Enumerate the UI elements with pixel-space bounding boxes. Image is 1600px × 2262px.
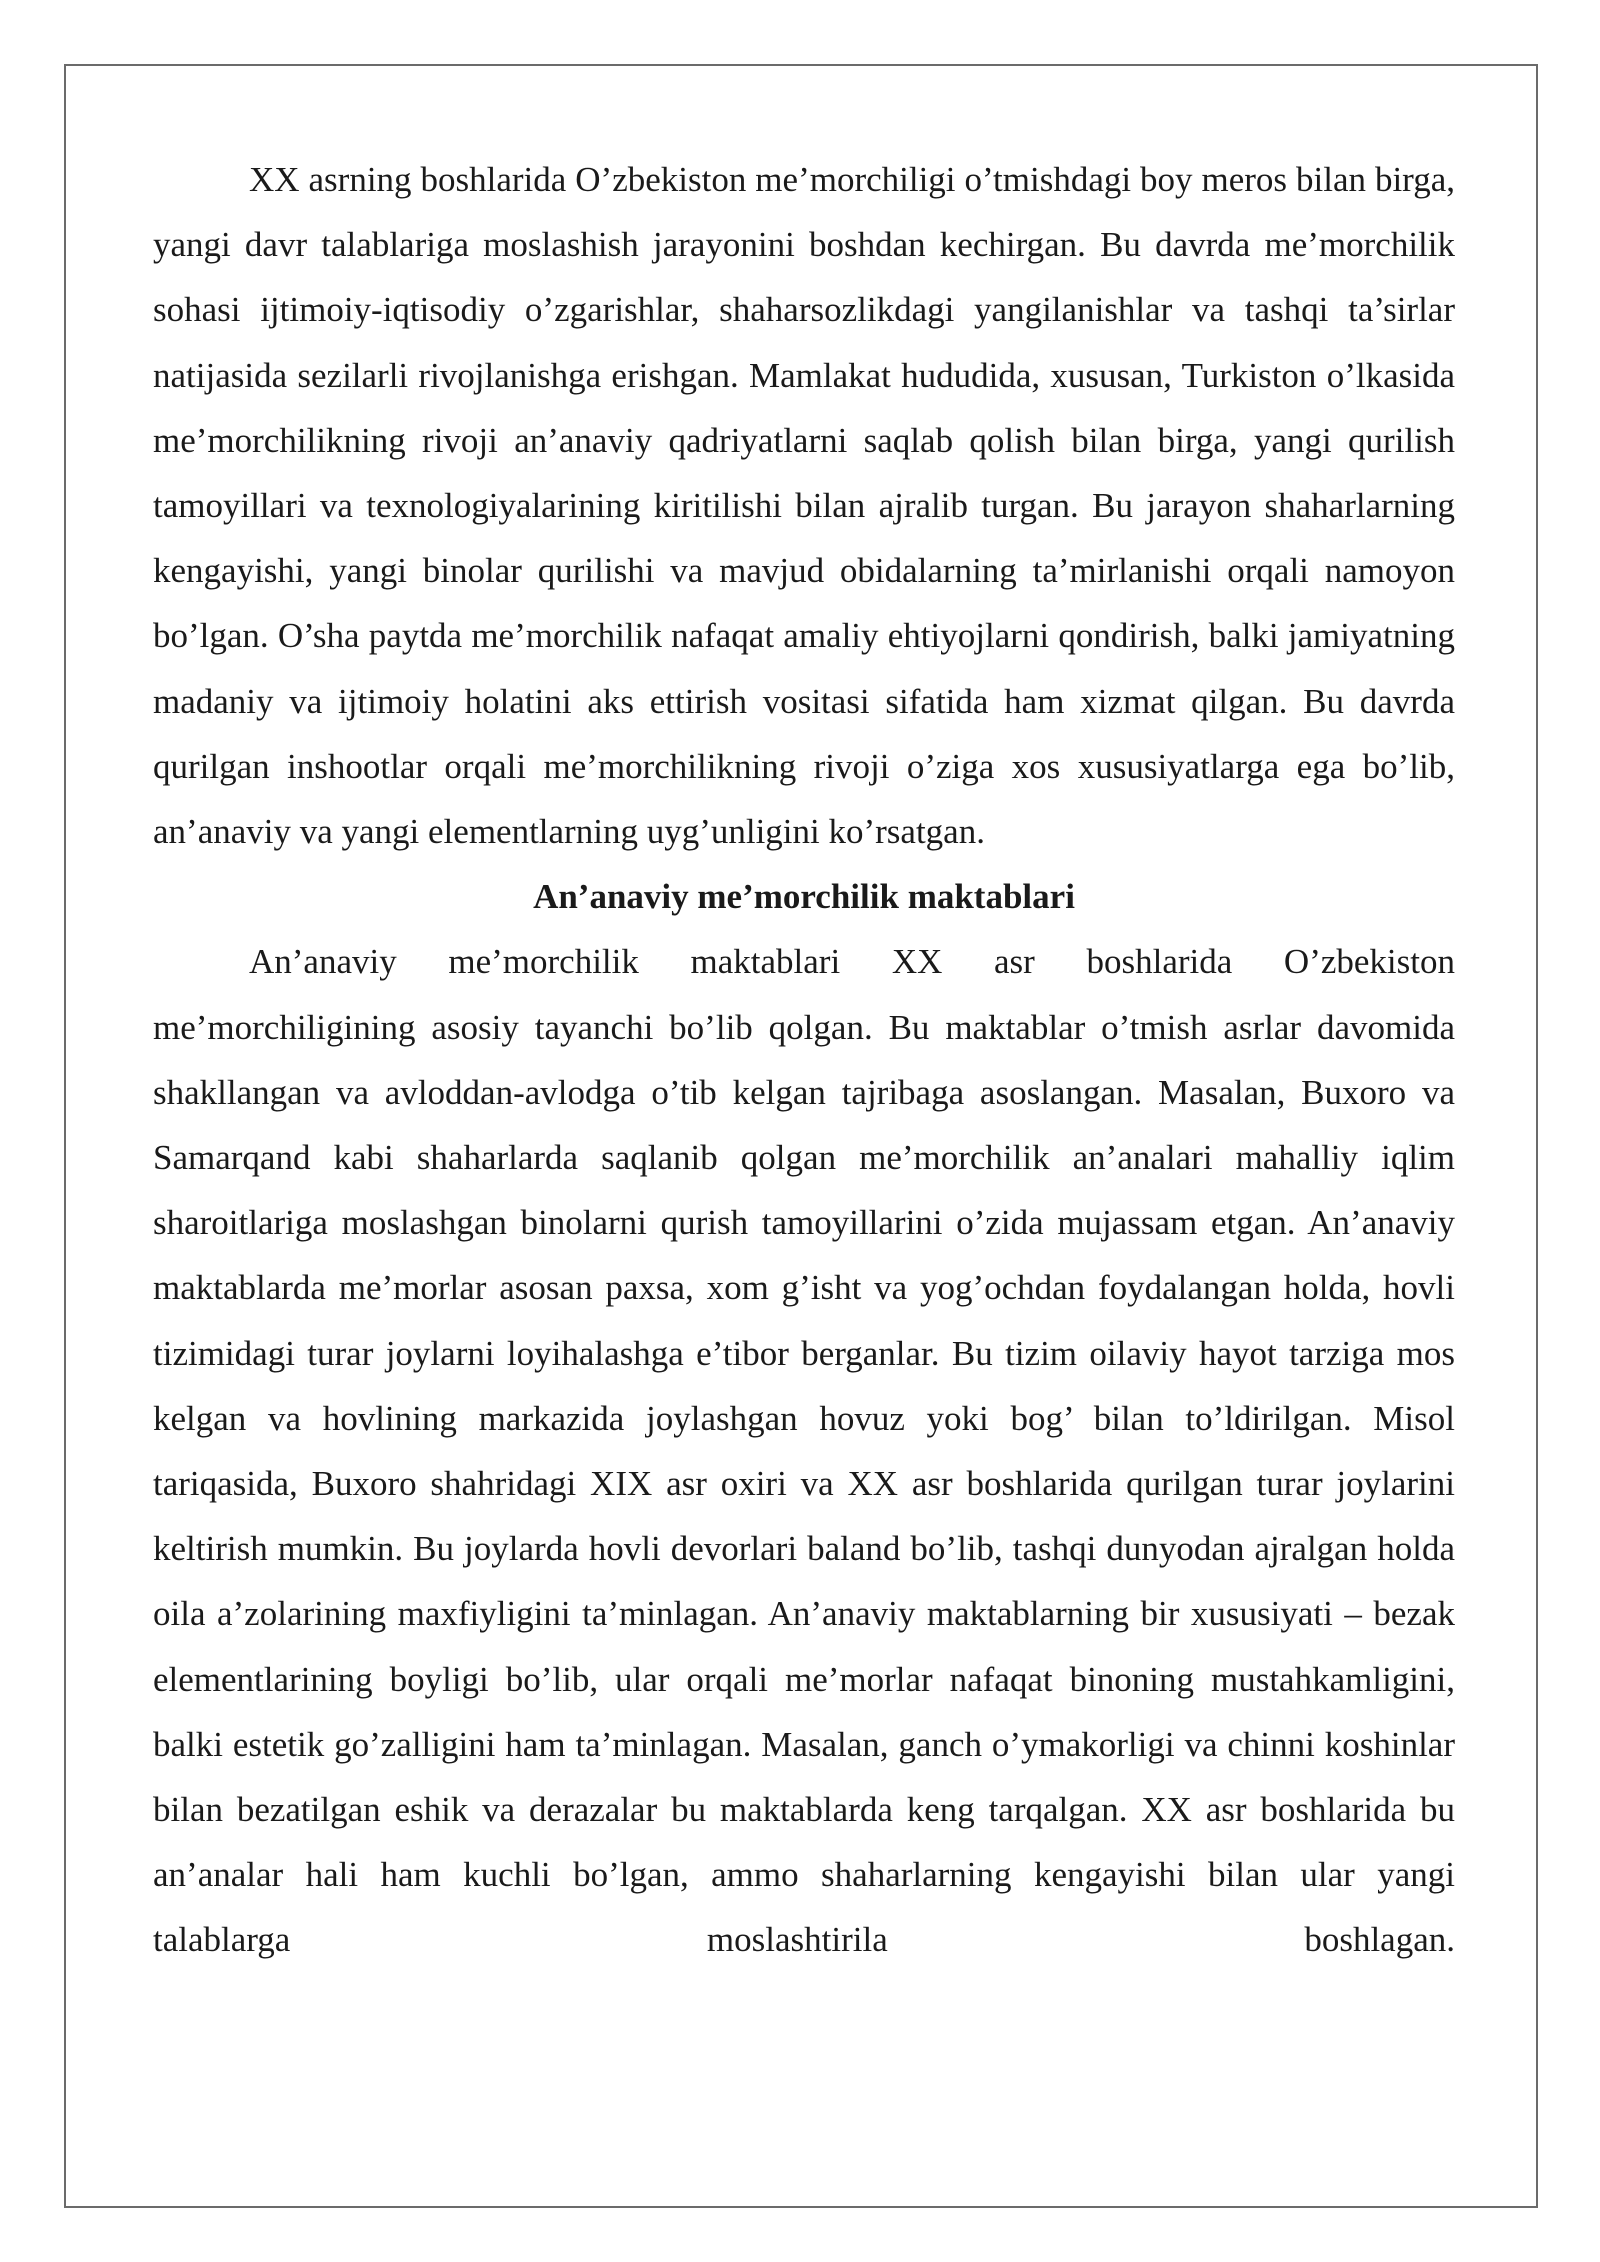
- paragraph-intro: XX asrning boshlarida O’zbekiston me’morchiligi o’tmishdagi boy meros bilan birga, yangi davr talablariga moslashish jarayonini boshdan kechirgan. Bu davrda me’morchilik sohasi ijtimoiy-iqtisodiy o’zgarishlar, shaharsozlikdagi yangilanishlar va tashqi ta’sirlar natijasida sezilarli rivojlanishga erishgan. Mamlakat hududida, xususan, Turkiston o’lkasida me’morchilikning rivoji an’anaviy qadriyatlarni saqlab qolish bilan birga, yangi qurilish tamoyillari va texnologiyalarining kiritilishi bilan ajralib turgan. Bu jarayon shaharlarning kengayishi, yangi binolar qurilishi va mavjud obidalarning ta’mirlanishi orqali namoyon bo’lgan. O’sha paytda me’morchilik nafaqat amaliy ehtiyojlarni qondirish, balki jamiyatning madaniy va ijtimoiy holatini aks ettirish vositasi sifatida ham xizmat qilgan. Bu davrda qurilgan inshootlar orqali me’morchilikning rivoji o’ziga xos xususiyatlarga ega bo’lib, an’anaviy va yangi elementlarning uyg’unligini ko’rsatgan.: [153, 160, 1455, 852]
- document-body: [153, 147, 1455, 1973]
- section-heading: An’anaviy me’morchilik maktablari: [533, 877, 1075, 917]
- paragraph-traditional-schools: An’anaviy me’morchilik maktablari XX asr boshlarida O’zbekiston me’morchiligining asosiy tayanchi bo’lib qolgan. Bu maktablar o’tmish asrlar davomida shakllangan va avloddan-avlodga o’tib kelgan tajribaga asoslangan. Masalan, Buxoro va Samarqand kabi shaharlarda saqlanib qolgan me’morchilik an’analari mahalliy iqlim sharoitlariga moslashgan binolarni qurish tamoyillarini o’zida mujassam etgan. An’anaviy maktablarda me’morlar asosan paxsa, xom g’isht va yog’ochdan foydalangan holda, hovli tizimidagi turar joylarni loyihalashga e’tibor berganlar. Bu tizim oilaviy hayot tarziga mos kelgan va hovlining markazida joylashgan hovuz yoki bog’ bilan to’ldirilgan. Misol tariqasida, Buxoro shahridagi XIX asr oxiri va XX asr boshlarida qurilgan turar joylarini keltirish mumkin. Bu joylarda hovli devorlari baland bo’lib, tashqi dunyodan ajralgan holda oila a’zolarining maxfiyligini ta’minlagan. An’anaviy maktablarning bir xususiyati – bezak elementlarining boyligi bo’lib, ular orqali me’morlar nafaqat binoning mustahkamligini, balki estetik go’zalligini ham ta’minlagan. Masalan, ganch o’ymakorligi va chinni koshinlar bilan bezatilgan eshik va derazalar bu maktablarda keng tarqalgan. XX asr boshlarida bu an’analar hali ham kuchli bo’lgan, ammo shaharlarning kengayishi bilan ular yangi talablarga moslashtirila boshlagan.: [153, 942, 1455, 1960]
